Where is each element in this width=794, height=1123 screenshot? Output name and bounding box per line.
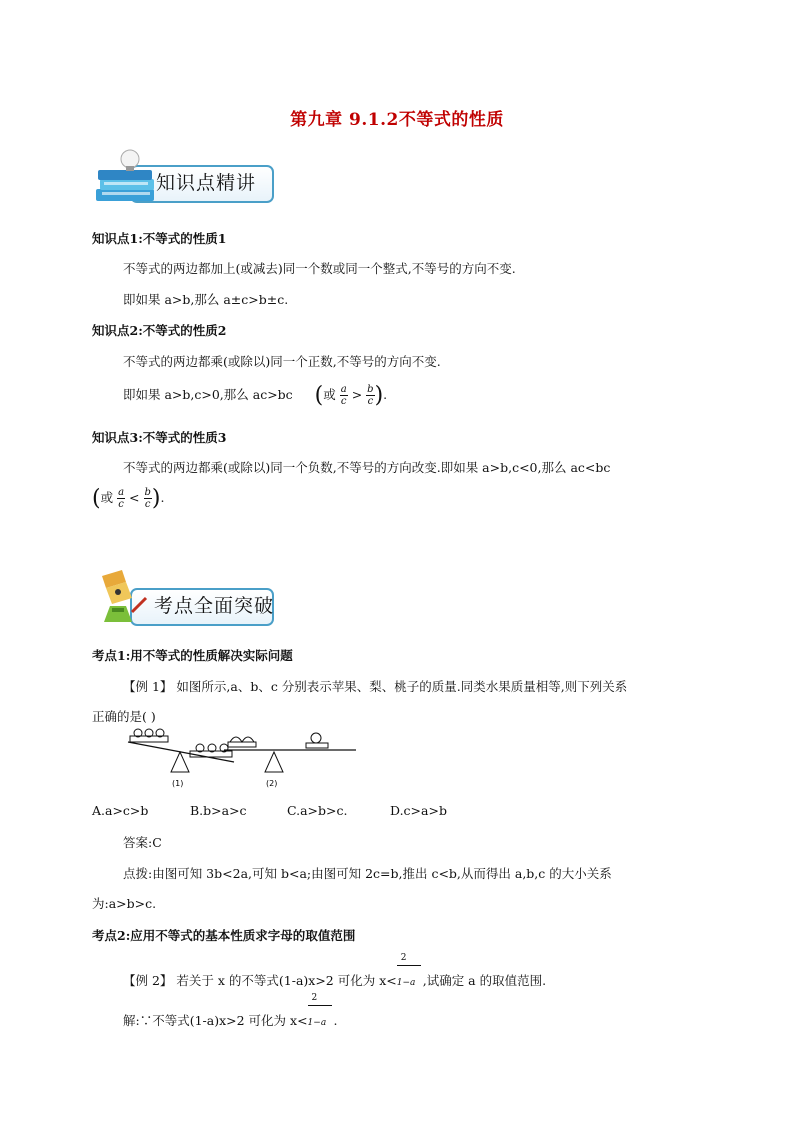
solution-text: 解:∵不等式(1-a)x>2 可化为 x< [123,1013,308,1028]
k2-line2-prefix: 即如果 a>b,c>0,那么 ac>bc [123,387,293,402]
k2-heading: 知识点2:不等式的性质2 [92,323,227,338]
k2-frac-a: $\frac{a}{c}$ [340,384,347,407]
p1-heading: 考点1:用不等式的性质解决实际问题 [92,648,293,663]
example2-tail: ,试确定 a 的取值范围. [422,973,547,988]
option-d: D.c>a>b [390,803,447,818]
k3-frac-b: $\frac{b}{c}$ [144,487,151,510]
k2-line1: 不等式的两边都乘(或除以)同一个正数,不等号的方向不变. [123,354,441,369]
solution [123,993,338,1029]
option-c: C.a>b>c. [287,803,348,818]
solution-tail: . [333,1013,338,1028]
k1-line2: 即如果 a>b,那么 a±c>b±c. [123,292,289,307]
section-banner-exam [92,568,282,630]
k3-rel: < [129,490,140,505]
balance-scale-figure [124,728,360,794]
k3-or: 或 [100,490,114,505]
example2-frac: $\frac{2}{1-a}$ [397,973,423,988]
p2-heading: 考点2:应用不等式的基本性质求字母的取值范围 [92,928,356,943]
k2-line2: 即如果 a>b,c>0,那么 ac>bc (或 $\frac{a}{c}$ > $\frac{b}{c}$ ). [123,383,388,408]
k1-heading: 知识点1:不等式的性质1 [92,231,227,246]
k3-line1: 不等式的两边都乘(或除以)同一个负数,不等号的方向改变.即如果 a>b,c<0,那么 ac<bc [123,460,611,475]
k2-frac-b: $\frac{b}{c}$ [367,384,374,407]
example2-text: 【例 2】 若关于 x 的不等式(1-a)x>2 可化为 x< [123,973,397,988]
k3-heading: 知识点3:不等式的性质3 [92,430,227,445]
answer: 答案:C [123,835,162,850]
banner-label: 知识点精讲 [156,172,257,194]
k2-rel: > [351,387,363,402]
solution-frac: $\frac{2}{1-a}$ [308,1013,334,1028]
option-b: B.b>a>c [190,803,247,818]
banner-label: 考点全面突破 [154,595,275,617]
example1-line1: 【例 1】 如图所示,a、b、c 分别表示苹果、梨、桃子的质量.同类水果质量相等,则下列关系 [123,679,628,694]
k2-or: 或 [323,387,336,402]
k3-frac-a: $\frac{a}{c}$ [118,487,125,510]
k3-line2: (或 $\frac{a}{c}$ < $\frac{b}{c}$ ). [92,486,165,511]
hint-line2: 为:a>b>c. [92,896,157,911]
k1-line1: 不等式的两边都加上(或减去)同一个数或同一个整式,不等号的方向不变. [123,261,516,276]
option-a: A.a>c>b [92,803,149,818]
hint-line1: 点拨:由图可知 3b<2a,可知 b<a;由图可知 2c=b,推出 c<b,从而得出 a,b,c 的大小关系 [123,866,612,881]
page-title: 第九章 9.1.2不等式的性质 [290,110,504,130]
example2 [123,953,547,989]
fig-label-2: (2) [266,779,278,788]
fig-label-1: (1) [172,779,184,788]
example1-line2: 正确的是( ) [92,709,156,724]
section-banner-knowledge [92,145,282,207]
